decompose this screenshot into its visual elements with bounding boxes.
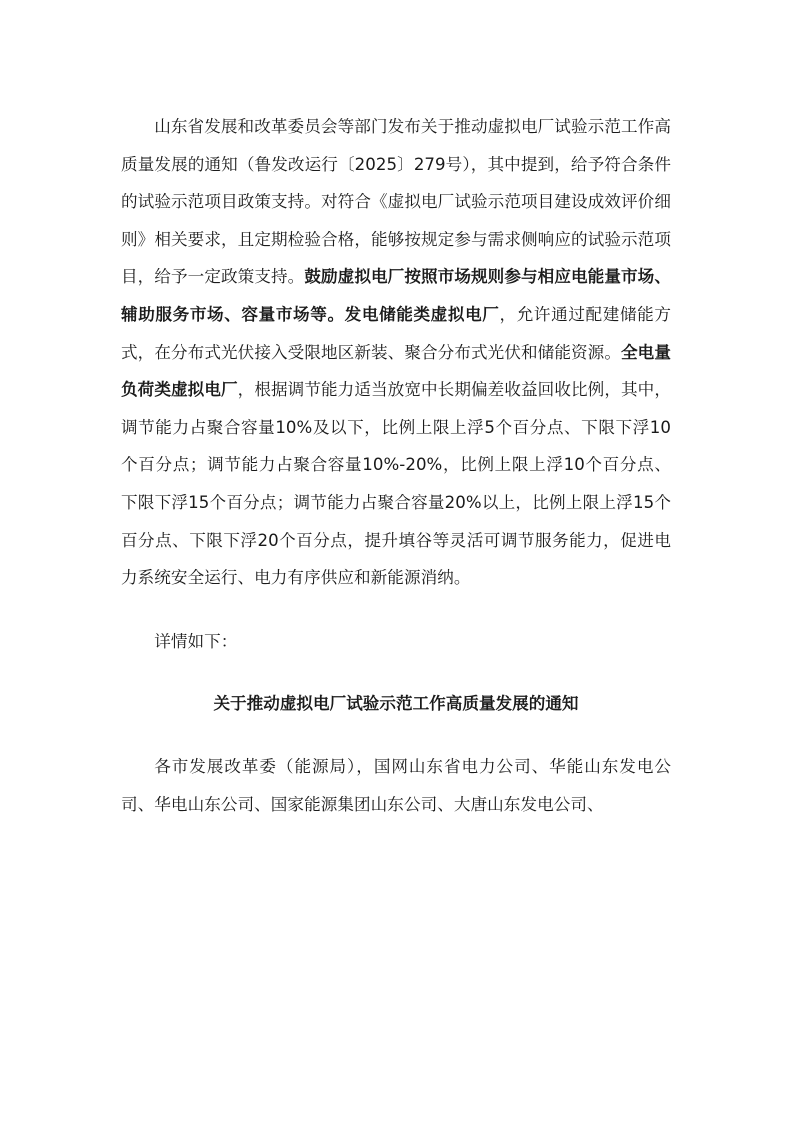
spacer [121,660,671,685]
addressee-paragraph: 各市发展改革委（能源局），国网山东省电力公司、华能山东发电公司、华电山东公司、国家能源集团山东公司、大唐山东发电公司、 [121,756,671,814]
details-paragraph: 详情如下： [154,631,238,651]
text-run: 山东省发展和改革委员会等部门发布关于推动虚拟电厂试验示范工作高质量发展的通知（鲁发改运行〔2025〕279号），其中提到，给予符合条件的试验示范项目政策支持。对符合《虚拟电厂试验示范项目建设成效评价细则》相关要求，且定期检验合格，能够按规定参与需求侧响应的试验示范项目，给予一定政策支持。 [121,117,671,287]
intro-paragraph [121,108,671,597]
spacer [121,597,671,623]
text-run: ，根据调节能力适当放宽中长期偏差收益回收比例，其中，调节能力占聚合容量10%及以下，比例上限上浮5个百分点、下限下浮10个百分点；调节能力占聚合容量10%-20%，比例上限上浮10个百分点、下限下浮15个百分点；调节能力占聚合容量20%以上，比例上限上浮15个百分点、下限下浮20个百分点，提升填谷等灵活可调节服务能力，促进电力系统安全运行、电力有序供应和新能源消纳。 [121,380,671,588]
notice-title: 关于推动虚拟电厂试验示范工作高质量发展的通知 [213,694,579,714]
document-page [121,108,671,823]
bold-text-run: 鼓励虚拟电厂按照市场规则参与相应电能量市场、辅助服务市场、容量市场等。发电储能类虚拟电厂 [121,267,671,324]
spacer [121,723,671,748]
text-run: ，允许通过配建储能方式，在分布式光伏接入受限地区新装、聚合分布式光伏和储能资源。 [121,304,672,362]
bold-text-run: 全电量负荷类虚拟电厂 [121,342,671,400]
